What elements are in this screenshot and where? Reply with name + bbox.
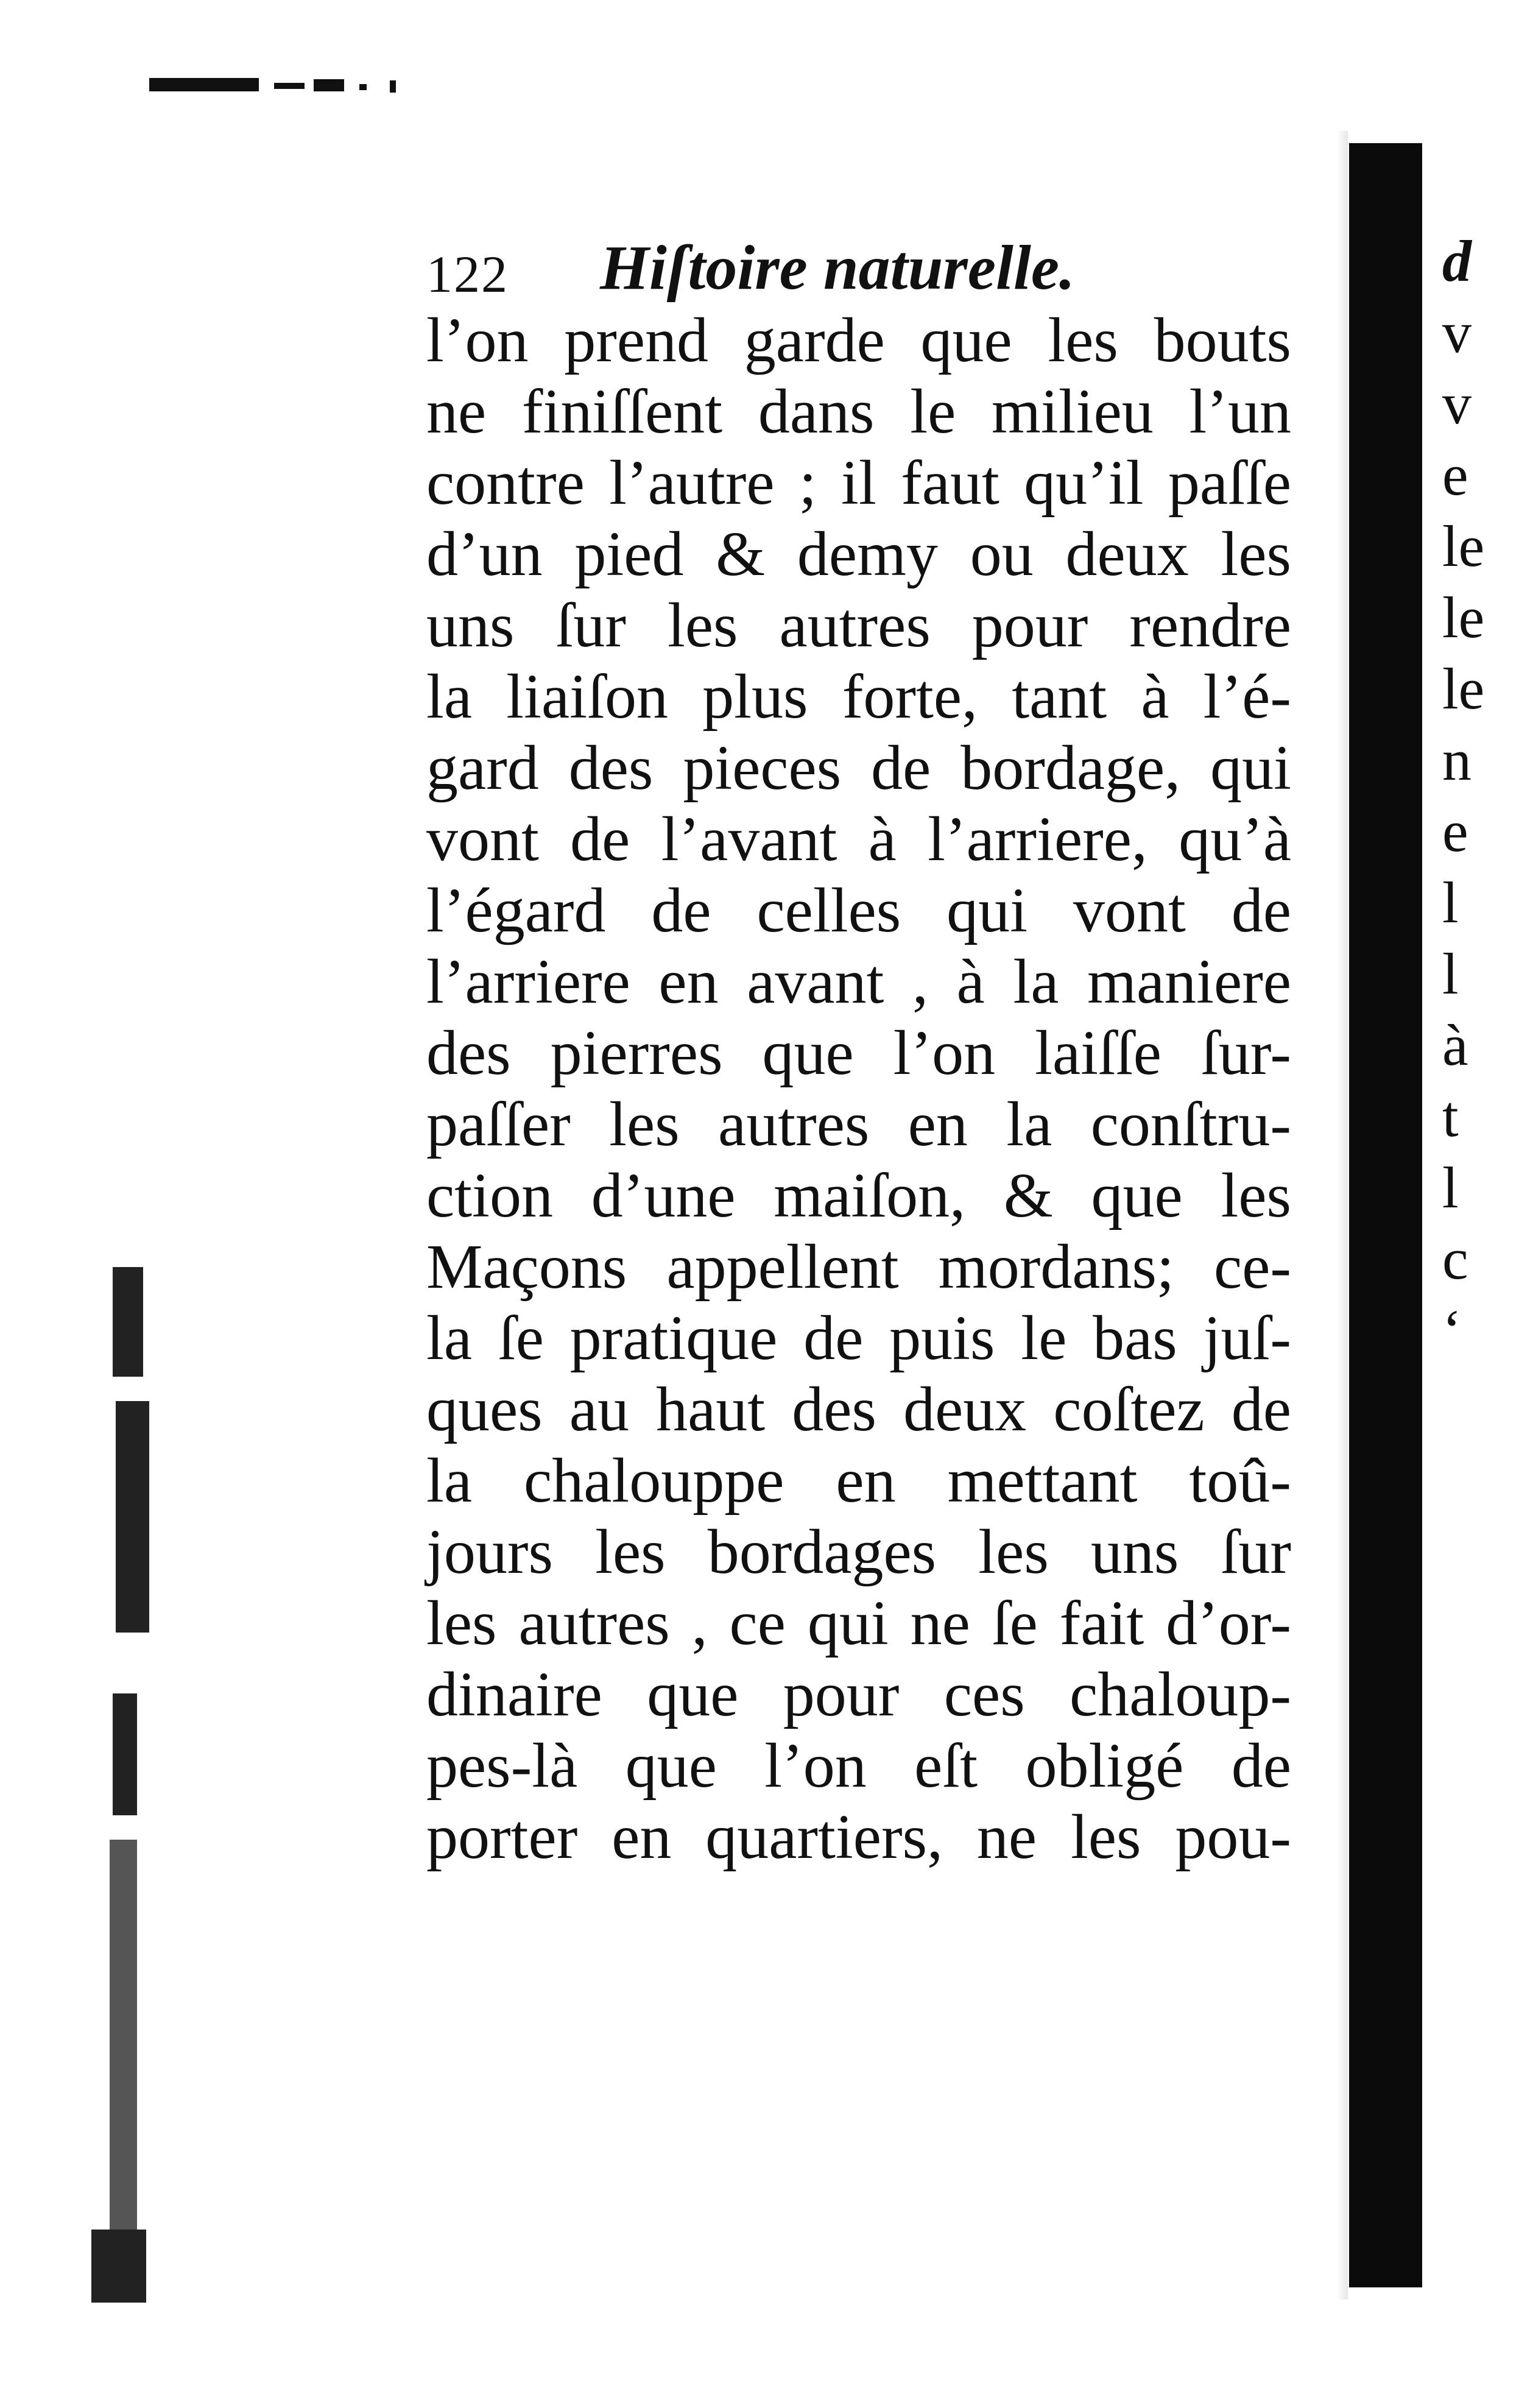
text-line: des pierres que l’on laiſſe ſur- — [426, 1018, 1291, 1088]
facing-fragment: le — [1442, 656, 1485, 721]
facing-fragment: à — [1442, 1012, 1468, 1078]
binding-edge — [116, 1401, 149, 1633]
facing-fragment: le — [1442, 514, 1485, 579]
text-line: les autres , ce qui ne ſe fait d’or- — [426, 1588, 1291, 1658]
gutter-edge — [1337, 131, 1348, 2300]
text-line: vont de l’avant à l’arriere, qu’à — [426, 804, 1291, 874]
scan-mark — [274, 83, 305, 89]
facing-fragment: v — [1442, 371, 1471, 436]
facing-page-fragments — [1442, 225, 1519, 1366]
text-line: l’arriere en avant , à la maniere — [426, 947, 1291, 1017]
binding-edge — [110, 1840, 137, 2230]
scan-mark — [314, 79, 344, 91]
facing-fragment: le — [1442, 585, 1485, 650]
facing-fragment: c — [1442, 1226, 1468, 1291]
binding-edge — [113, 1693, 137, 1815]
page-number: 122 — [426, 245, 509, 303]
text-block — [426, 305, 1291, 1873]
text-line: porter en quartiers, ne les pou- — [426, 1802, 1291, 1872]
text-line: d’un pied & demy ou deux les — [426, 519, 1291, 589]
text-line: ne finiſſent dans le milieu l’un — [426, 376, 1291, 447]
facing-fragment: ‘ — [1442, 1298, 1462, 1363]
text-line: la ſe pratique de puis le bas juſ- — [426, 1303, 1291, 1373]
text-line: paſſer les autres en la conſtru- — [426, 1089, 1291, 1159]
facing-fragment: l — [1442, 941, 1459, 1006]
text-line: ques au haut des deux coſtez de — [426, 1374, 1291, 1444]
facing-fragment: t — [1442, 1084, 1459, 1149]
text-line: la chalouppe en mettant toû- — [426, 1446, 1291, 1516]
text-line: contre l’autre ; il faut qu’il paſſe — [426, 448, 1291, 518]
scan-mark — [390, 80, 396, 93]
facing-fragment: v — [1442, 300, 1471, 365]
facing-fragment: n — [1442, 727, 1471, 793]
scan-mark — [359, 84, 367, 90]
binding-edge — [113, 1267, 143, 1377]
scan-mark — [149, 78, 259, 91]
text-line: dinaire que pour ces chaloup- — [426, 1659, 1291, 1729]
facing-fragment: l — [1442, 1155, 1459, 1220]
text-line: ction d’une maiſon, & que les — [426, 1160, 1291, 1230]
facing-fragment: e — [1442, 799, 1468, 864]
running-title: Hiſtoire naturelle. — [600, 233, 1075, 303]
text-line: la liaiſon plus forte, tant à l’é- — [426, 662, 1291, 732]
text-line: pes-là que l’on eſt obligé de — [426, 1731, 1291, 1801]
text-line: jours les bordages les uns ſur — [426, 1517, 1291, 1587]
text-line: uns ſur les autres pour rendre — [426, 590, 1291, 660]
facing-fragment: d — [1442, 228, 1471, 294]
text-line: l’égard de celles qui vont de — [426, 875, 1291, 945]
facing-fragment: l — [1442, 870, 1459, 935]
binding-edge — [91, 2230, 146, 2303]
text-line: Maçons appellent mordans; ce- — [426, 1232, 1291, 1302]
facing-fragment: e — [1442, 442, 1468, 507]
gutter-shadow — [1349, 143, 1422, 2287]
text-line: gard des pieces de bordage, qui — [426, 733, 1291, 803]
text-line: l’on prend garde que les bouts — [426, 305, 1291, 375]
